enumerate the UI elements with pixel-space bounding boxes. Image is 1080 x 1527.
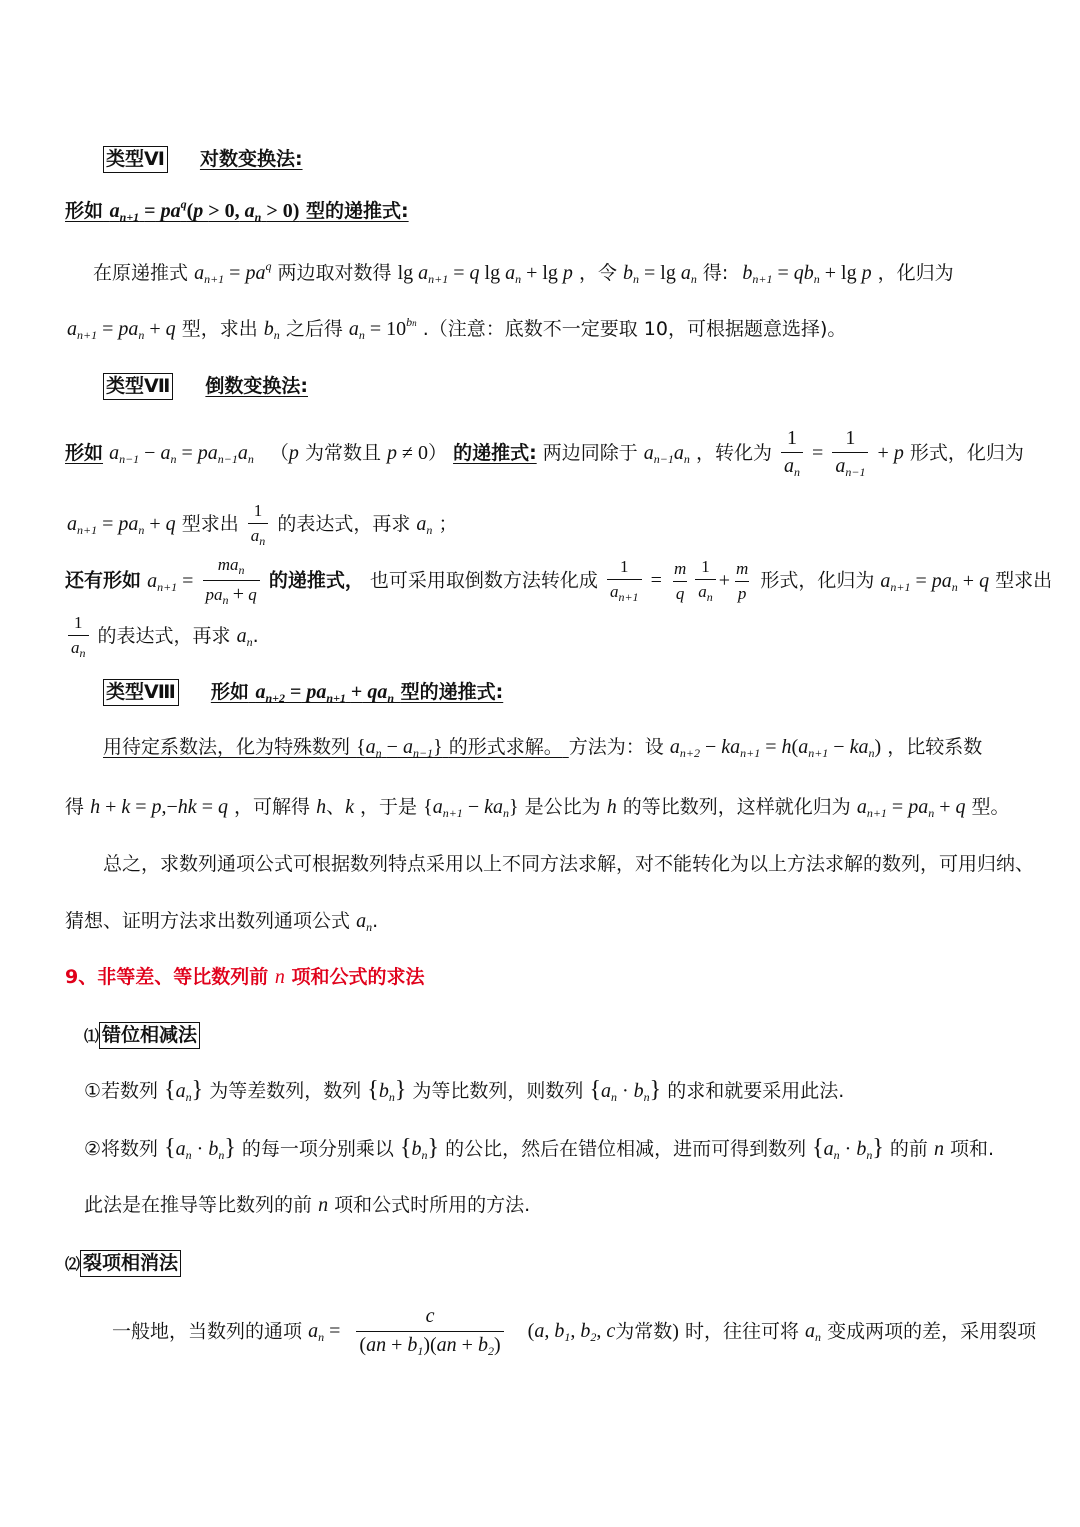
subsection-2-heading: ⑵ 裂项相消法 [65, 1250, 181, 1277]
formula: $a_{n+1} = pa^q(p > 0$, $a_n > 0$) [109, 197, 300, 224]
type7-tag: 类型Ⅶ [103, 373, 173, 400]
formula: $a_{n+1} = pa_n + q$ [856, 796, 966, 820]
type7-paragraph-1: 形如 $a_{n-1} - a_n = pa_{n-1}a_n$ （p 为常数且 p ≠ 0） 的递推式: 两边同除于 $a_{n-1}a_n$ ，转化为 $\frac{1}{a_n}$ = $\frac{1}{a_{n-1}}$ + p 形式，化归为 [65, 427, 1024, 479]
formula: $\{b_n\}$ [367, 1077, 407, 1104]
type6-heading [103, 146, 303, 173]
fraction: $\frac{1}{a_n}$ [68, 614, 89, 659]
formula: $a_{n+1} = pa_n + q$ [880, 569, 990, 594]
formula: $a_n$ [356, 910, 373, 934]
fraction: $\frac{ma_n}{pa_n + q}$ [203, 556, 260, 606]
formula: $a_{n-1} - a_n = pa_{n-1}a_n$ [109, 441, 254, 466]
fraction: $\frac{1}{a_n}$ [248, 502, 269, 547]
fraction: $\frac{m}{p}$ [736, 558, 749, 603]
item-2: ②将数列 $\{a_n \cdot b_n\}$ 的每一项分别乘以 $\{b_n\}$ 的公比，然后在错位相减，进而可得到数列 $\{a_n \cdot b_n\}$ 的前 n 项和. [84, 1135, 995, 1162]
formula: $a_{n+2} - ka_{n+1} = h(a_{n+1} - ka_n)$ [669, 736, 882, 760]
formula: $\{b_n\}$ [399, 1135, 440, 1162]
fraction: $\frac{m}{q}$ [673, 558, 687, 603]
formula: $a_{n+1} = pa^q$ [194, 259, 272, 286]
formula: (a, $b_1$, $b_2$, c [527, 1320, 616, 1345]
last-paragraph: 一般地，当数列的通项 $a_n$ = $\frac{c}{(an + b_1)(an + b_2)}$ (a, $b_1$, $b_2$, c为常数) 时，往往可将 $a_n$ 变成两项的差，采用裂项 [112, 1305, 1037, 1358]
formula: $b_n = \lg a_n$ [623, 262, 697, 286]
method-note: 此法是在推导等比数列的前 n 项和公式时所用的方法. [84, 1194, 531, 1216]
formula: $a_{n+1}$ = [147, 569, 194, 594]
type8-paragraph-1: 用待定系数法，化为特殊数列 $\{a_n - a_{n-1}\}$ 的形式求解。 方法为：设 $a_{n+2} - ka_{n+1} = h(a_{n+1} - ka_n)$ ，比较系数 [103, 736, 983, 760]
formula: h [316, 796, 327, 818]
subsection-2-title: 裂项相消法 [80, 1250, 181, 1277]
type8-heading: 类型Ⅷ 形如 $a_{n+2} = pa_{n+1} + qa_n$ 型的递推式: [103, 679, 503, 706]
fraction: $\frac{1}{a_{n+1}}$ [607, 558, 642, 603]
type6-form: 形如 $a_{n+1} = pa^q(p > 0$, $a_n > 0$) 型的递推式: [65, 197, 409, 224]
formula: $a_n$ = [308, 1320, 341, 1345]
formula: $a_{n+2} = pa_{n+1} + qa_n$ [255, 681, 394, 705]
fraction: $\frac{1}{a_{n-1}}$ [832, 428, 868, 479]
type6-tag: 类型Ⅵ [103, 146, 168, 173]
formula: $a_n$ [236, 625, 253, 650]
formula: $\lg a_{n+1} = q$ $\lg a_n + \lg p$ [397, 262, 573, 286]
formula: $b_{n+1} = qb_n + \lg p$ [742, 262, 872, 286]
type7-paragraph-4: $\frac{1}{a_n}$ 的表达式，再求 $a_n$. [65, 614, 259, 659]
formula: $\{a_n \cdot b_n\}$ [589, 1077, 662, 1104]
item-1: ①若数列 $\{a_n\}$ 为等差数列，数列 $\{b_n\}$ 为等比数列，则数列 $\{a_n \cdot b_n\}$ 的求和就要采用此法. [84, 1077, 845, 1104]
formula: $\{a_n - a_{n-1}\}$ [356, 736, 443, 760]
formula: $\{a_n\}$ [164, 1077, 204, 1104]
formula: $\{a_{n+1} - ka_n\}$ [423, 796, 519, 820]
type7-paragraph-3: 还有形如 $a_{n+1}$ = $\frac{ma_n}{pa_n + q}$ 的递推式， 也可采用取倒数方法转化成 $\frac{1}{a_{n+1}}$ = $\frac{m}{q}$ $\frac{1}{a_n}$ + $\frac{m}{p}$ 形式，化归为 $a_{n+1} = pa_n + q$ 型求出 [65, 555, 1053, 607]
formula: $a_{n+1} = pa_n + q$ [67, 318, 176, 342]
subsection-1-heading: ⑴ 错位相减法 [84, 1022, 200, 1049]
type7-paragraph-2: $a_{n+1} = pa_n + q$ 型求出 $\frac{1}{a_n}$ 的表达式，再求 $a_n$ ； [67, 501, 458, 548]
type6-paragraph-1: 在原递推式 $a_{n+1} = pa^q$ 两边取对数得 $\lg a_{n+1} = q$ $\lg a_n + \lg p$ ，令 $b_n = \lg a_n$ 得: $b_{n+1} = qb_n + \lg p$ ，化归为 [93, 259, 954, 286]
formula: p ≠ 0 [387, 441, 428, 464]
subsection-1-title: 错位相减法 [99, 1022, 200, 1049]
fraction: $\frac{c}{(an + b_1)(an + b_2)}$ [356, 1306, 503, 1358]
type7-heading [103, 373, 308, 400]
formula: $a_n$ [416, 513, 433, 538]
fraction: $\frac{1}{a_n}$ [695, 558, 716, 603]
formula: h + k = p,−hk = q [90, 796, 228, 818]
type8-paragraph-2: 得 h + k = p,−hk = q ，可解得 h、k ，于是 $\{a_{n+1} - ka_n\}$ 是公比为 h 的等比数列，这样就化归为 $a_{n+1} = pa_n + q$ 型。 [65, 796, 1010, 820]
summary-line-1: 总之，求数列通项公式可根据数列特点采用以上不同方法求解，对不能转化为以上方法求解的数列，可用归纳、 [103, 853, 1035, 875]
summary-line-2: 猜想、证明方法求出数列通项公式 $a_n$. [65, 910, 379, 934]
formula: $a_{n+1} = pa_n + q$ [67, 513, 176, 538]
type6-paragraph-2: $a_{n+1} = pa_n + q$ 型，求出 $b_n$ 之后得 $a_n = 10^{bn}$ .（注意：底数不一定要取 10，可根据题意选择)。 [67, 315, 847, 342]
type6-title: 对数变换法: [199, 148, 303, 170]
type7-title: 倒数变换法: [205, 375, 308, 397]
type8-tag: 类型Ⅷ [103, 679, 179, 706]
formula: $a_{n-1}a_n$ [643, 441, 690, 466]
fraction: $\frac{1}{a_n}$ [781, 428, 803, 479]
formula: $\{a_n \cdot b_n\}$ [164, 1135, 236, 1162]
formula: $a_n = 10^{bn}$ [348, 315, 417, 342]
section-9-heading: 9、非等差、等比数列前 n 项和公式的求法 [65, 966, 425, 988]
formula: $\{a_n \cdot b_n\}$ [812, 1135, 884, 1162]
formula: $b_n$ [263, 318, 280, 342]
